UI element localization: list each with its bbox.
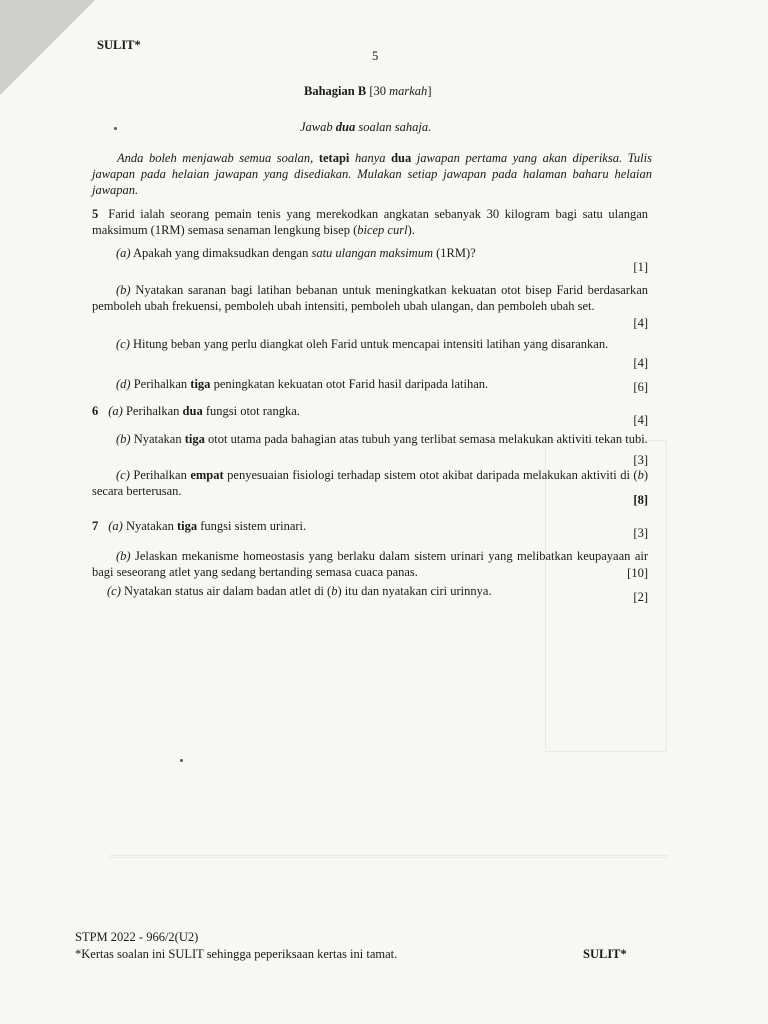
q7c-italic: b (331, 584, 338, 598)
q7a-label: (a) (108, 519, 123, 533)
q5d-text-2: peningkatan kekuatan otot Farid hasil daripada latihan. (210, 377, 489, 391)
question-6a (92, 403, 648, 419)
page-number: 5 (372, 49, 379, 63)
question-6b (92, 431, 648, 447)
question-5a (116, 245, 616, 261)
q6a-label: (a) (108, 404, 123, 418)
folded-corner (0, 0, 95, 95)
footer-paper-code: STPM 2022 - 966/2(U2) (75, 930, 199, 944)
answer-instruction (300, 120, 431, 135)
q6a-marks: [4] (633, 413, 648, 427)
answer-pre: Jawab (300, 120, 336, 134)
q7c-text-1: Nyatakan status air dalam badan atlet di ( (124, 584, 332, 598)
section-title-rest: [30 (369, 84, 390, 98)
instr-1: Anda boleh menjawab semua soalan, (117, 151, 319, 165)
instr-bold-2: dua (391, 151, 412, 165)
q7c-text-2: ) itu dan nyatakan ciri urinnya. (337, 584, 492, 598)
q6a-text-2: fungsi otot rangka. (202, 404, 300, 418)
q5a-italic: satu ulangan maksimum (311, 246, 433, 260)
q5d-text-1: Perihalkan (133, 377, 191, 391)
q6c-text-3: ) secara berterusan. (92, 468, 648, 498)
answer-bold: dua (335, 120, 356, 134)
q5b-marks: [4] (633, 316, 648, 330)
question-6-number: 6 (92, 404, 99, 418)
q7b-marks: [10] (627, 566, 648, 580)
q5-stem-italic: bicep curl (357, 223, 408, 237)
q7a-text-1: Nyatakan (125, 519, 177, 533)
q7a-bold: tiga (176, 519, 198, 533)
q5b-label: (b) (116, 283, 131, 297)
q6b-text-2: otot utama pada bahagian atas tubuh yang terlibat semasa melakukan aktiviti tekan tubi. (204, 432, 648, 446)
question-5-number: 5 (92, 207, 99, 221)
instr-bold-1: tetapi (318, 151, 350, 165)
instructions (92, 150, 652, 198)
question-6c (92, 467, 648, 499)
speck (114, 127, 117, 130)
q7a-text-2: fungsi sistem urinari. (197, 519, 307, 533)
q7a-marks: [3] (633, 526, 648, 540)
q6c-text-1: Perihalkan (133, 468, 191, 482)
q5c-label: (c) (116, 337, 130, 351)
instr-2: hanya (349, 151, 392, 165)
q5a-marks: [1] (633, 260, 648, 274)
q5-stem-end: ). (407, 223, 415, 237)
q6b-marks: [3] (633, 453, 648, 467)
q5a-label: (a) (116, 246, 131, 260)
section-title-italic: markah (389, 84, 428, 98)
instr-3: jawapan pertama yang akan diperiksa. Tulis jawapan pada helaian jawapan yang disediakan. Mulakan setiap jawapan pada halaman baharu helaian jawapan. (92, 151, 652, 197)
answer-post: soalan sahaja. (355, 120, 432, 134)
question-5d (116, 376, 616, 392)
q7c-label: (c) (107, 584, 121, 598)
q5b-text: Nyatakan saranan bagi latihan bebanan untuk meningkatkan kekuatan otot bisep Farid berdasarkan pemboleh ubah frekuensi, pemboleh ubah intensiti, pemboleh ubah ulangan, dan pemboleh ubah set. (92, 283, 648, 313)
q6c-label: (c) (116, 468, 130, 482)
question-7a (92, 518, 648, 534)
q6b-bold: tiga (184, 432, 205, 446)
question-7b (92, 548, 648, 580)
q5c-marks: [4] (633, 356, 648, 370)
question-5-stem (92, 206, 648, 238)
q5c-text: Hitung beban yang perlu diangkat oleh Farid untuk mencapai intensiti latihan yang disarankan. (133, 337, 609, 351)
section-title-bold: Bahagian B (304, 84, 367, 98)
q5d-marks: [6] (633, 380, 648, 394)
section-title (304, 84, 431, 99)
q6c-text-2: penyesuaian fisiologi terhadap sistem otot akibat daripada melakukan aktiviti di ( (223, 468, 638, 482)
q5a-text-2: (1RM)? (432, 246, 476, 260)
q6a-bold: dua (182, 404, 203, 418)
q5a-text-1: Apakah yang dimaksudkan dengan (133, 246, 312, 260)
q6c-bold: empat (190, 468, 224, 482)
q6c-italic: b (637, 468, 644, 482)
question-7c (107, 583, 567, 599)
q6a-text-1: Perihalkan (125, 404, 183, 418)
q7b-text: Jelaskan mekanisme homeostasis yang berlaku dalam sistem urinari yang melibatkan keupayaan air bagi seseorang atlet yang sedang bertanding semasa cuaca panas. (92, 549, 648, 579)
q6b-label: (b) (116, 432, 131, 446)
q7c-marks: [2] (633, 590, 648, 604)
speck (180, 759, 183, 762)
footer-note: *Kertas soalan ini SULIT sehingga peperiksaan kertas ini tamat. (75, 947, 398, 961)
q5d-bold: tiga (190, 377, 211, 391)
q5-stem-text: Farid ialah seorang pemain tenis yang merekodkan angkatan sebanyak 30 kilogram bagi satu ulangan maksimum (1RM) semasa senaman lengkung bisep ( (92, 207, 648, 237)
question-7-number: 7 (92, 519, 99, 533)
q6b-text-1: Nyatakan (133, 432, 185, 446)
section-title-close: ] (427, 84, 432, 98)
q5d-label: (d) (116, 377, 131, 391)
q7b-label: (b) (116, 549, 131, 563)
footer-sulit: SULIT* (583, 947, 627, 961)
q6c-marks: [8] (633, 493, 648, 507)
header-sulit: SULIT* (97, 38, 141, 52)
question-5b (92, 282, 648, 314)
bleed-through-rule (110, 855, 667, 858)
question-5c (92, 336, 648, 352)
